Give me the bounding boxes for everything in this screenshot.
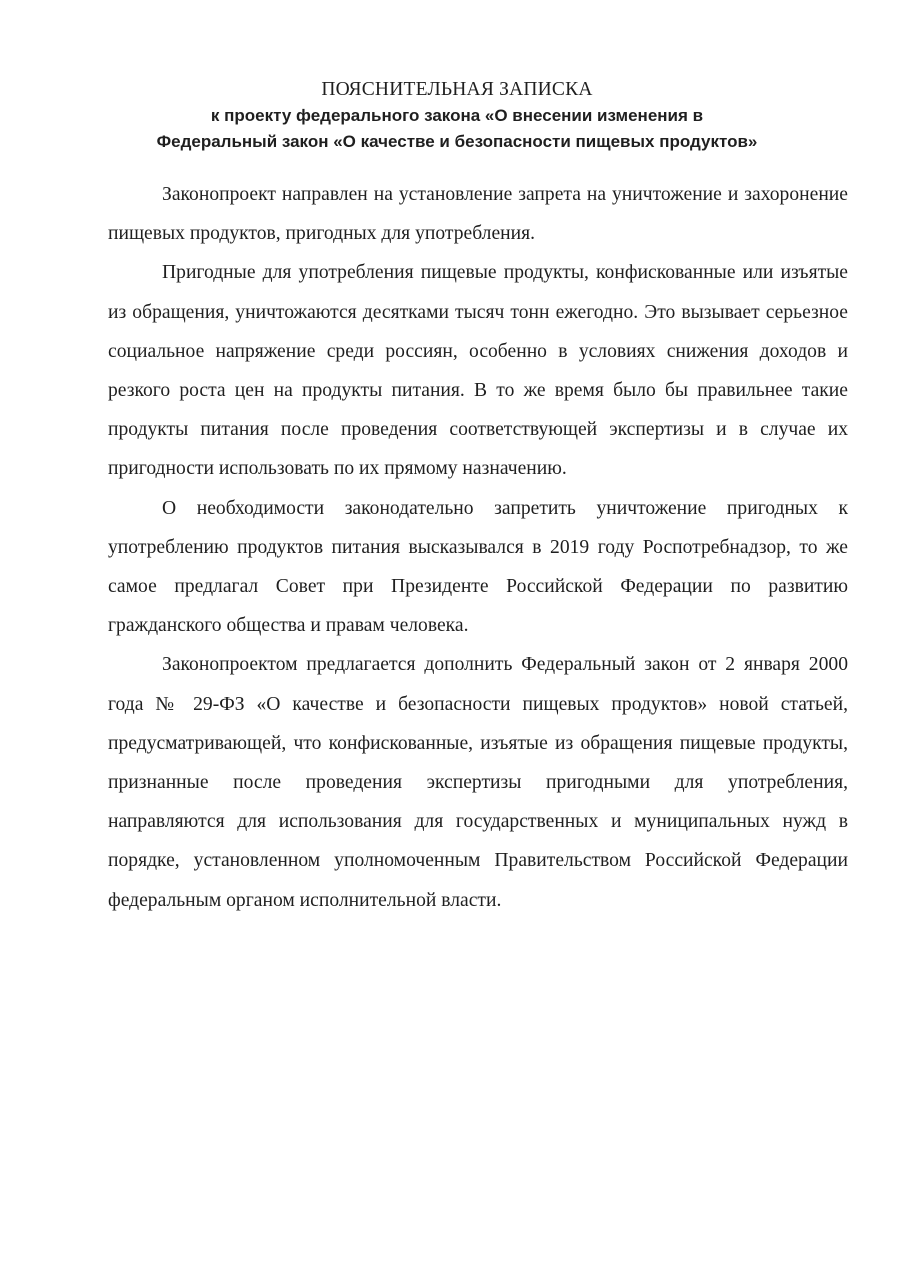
paragraph: Законопроект направлен на установление запрета на уничтожение и захоронение пищевых продуктов, пригодных для употребления. (108, 184, 848, 245)
document-body (108, 175, 848, 920)
paragraph: Пригодные для употребления пищевые продукты, конфискованные или изъятые из обращения, уничтожаются десятками тысяч тонн ежегодно. Это вызывает серьезное социальное напряжение среди россиян, особенно в условиях снижения доходов и резкого роста цен на продукты питания. В то же время было бы правильнее такие продукты питания после проведения соответствующей экспертизы и в случае их пригодности использовать по их прямому назначению. (108, 262, 848, 480)
document-subtitle-line-2: Федеральный закон «О качестве и безопасности пищевых продуктов» (156, 132, 758, 151)
document-subtitle-line-1: к проекту федерального закона «О внесении изменения в (210, 106, 704, 125)
paragraph: О необходимости законодательно запретить уничтожение пригодных к употреблению продуктов питания высказывался в 2019 году Роспотребнадзор, то же самое предлагал Совет при Президенте Российской Федерации по развитию гражданского общества и правам человека. (108, 497, 848, 637)
document-heading (0, 77, 914, 155)
paragraph: Законопроектом предлагается дополнить Федеральный закон от 2 января 2000 года № 29-ФЗ «О качестве и безопасности пищевых продуктов» новой статьей, предусматривающей, что конфискованные, изъятые из обращения пищевые продукты, признанные после проведения экспертизы пригодными для употребления, направляются для использования для государственных и муниципальных нужд в порядке, установленном уполномоченным Правительством Российской Федерации федеральным органом исполнительной власти. (108, 654, 848, 911)
document-title: ПОЯСНИТЕЛЬНАЯ ЗАПИСКА (321, 79, 593, 100)
